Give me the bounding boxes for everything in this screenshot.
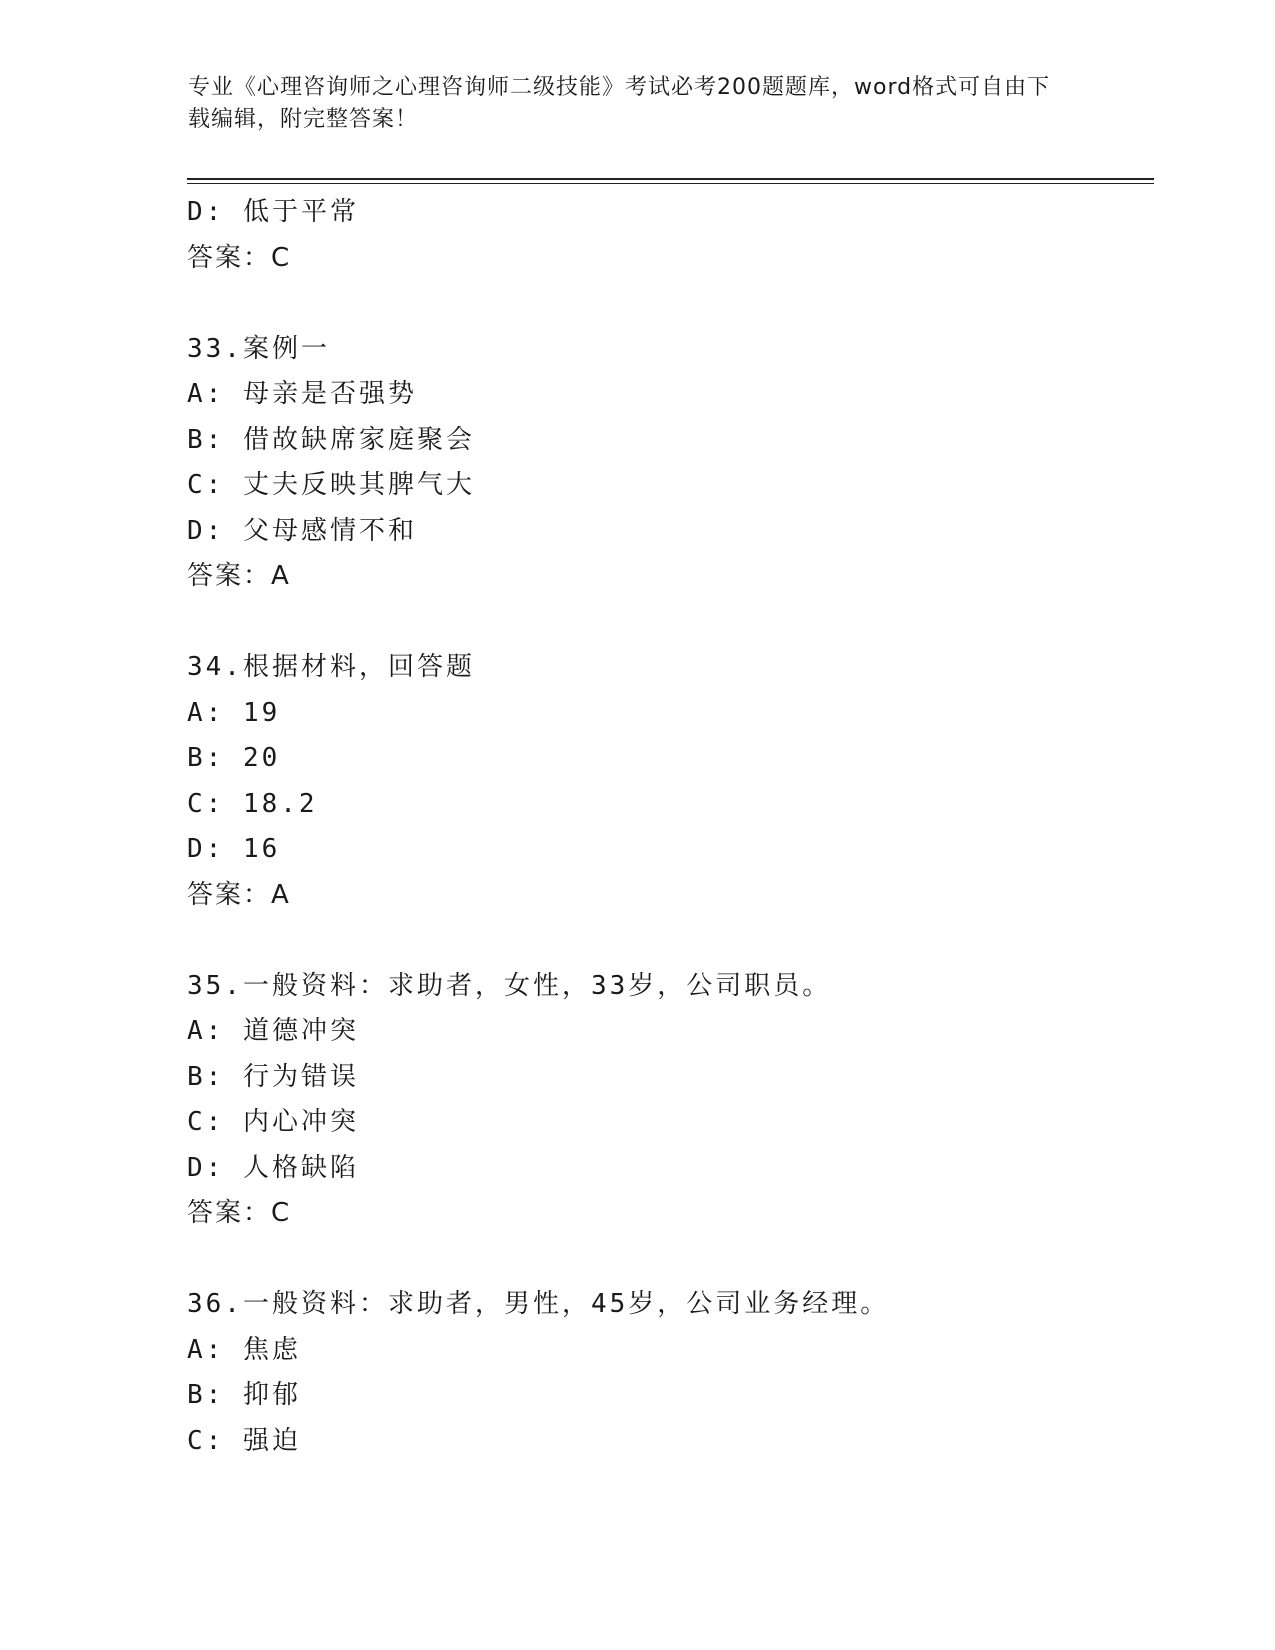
option-d: D: 人格缺陷 — [187, 1152, 359, 1183]
answer: 答案：A — [187, 879, 291, 910]
question-title: 34.根据材料，回答题 — [187, 652, 475, 682]
option-c: C: 强迫 — [187, 1425, 301, 1456]
option-d: D: 低于平常 — [187, 197, 359, 227]
spacer — [187, 1237, 1147, 1283]
option-b: B: 借故缺席家庭聚会 — [187, 424, 475, 455]
option-d: D: 16 — [187, 834, 281, 864]
option-b: B: 抑郁 — [187, 1380, 301, 1410]
question-title: 36.一般资料：求助者，男性，45岁，公司业务经理。 — [187, 1289, 890, 1319]
spacer — [187, 281, 1147, 327]
option-b: B: 行为错误 — [187, 1061, 359, 1092]
spacer — [187, 600, 1147, 646]
option-c: C: 内心冲突 — [187, 1107, 359, 1137]
question-title: 35.一般资料：求助者，女性，33岁，公司职员。 — [187, 970, 832, 1001]
option-a: A: 道德冲突 — [187, 1016, 359, 1046]
option-c: C: 18.2 — [187, 788, 318, 819]
question-content — [187, 190, 1147, 1464]
option-a: A: 焦虑 — [187, 1334, 301, 1365]
answer: 答案：A — [187, 561, 291, 591]
option-b: B: 20 — [187, 743, 281, 773]
header-rule-thick — [187, 178, 1154, 180]
spacer — [187, 918, 1147, 964]
page-header-text: 专业《心理咨询师之心理咨询师二级技能》考试必考200题题库，word格式可自由下载编辑，附完整答案！ — [188, 75, 1051, 132]
option-d: D: 父母感情不和 — [187, 515, 417, 546]
header-rule-thin — [187, 183, 1154, 184]
question-title: 33.案例一 — [187, 333, 330, 364]
answer: 答案：C — [187, 1198, 292, 1228]
option-a: A: 19 — [187, 697, 281, 728]
answer: 答案：C — [187, 242, 292, 273]
option-a: A: 母亲是否强势 — [187, 379, 417, 409]
option-c: C: 丈夫反映其脾气大 — [187, 470, 475, 500]
